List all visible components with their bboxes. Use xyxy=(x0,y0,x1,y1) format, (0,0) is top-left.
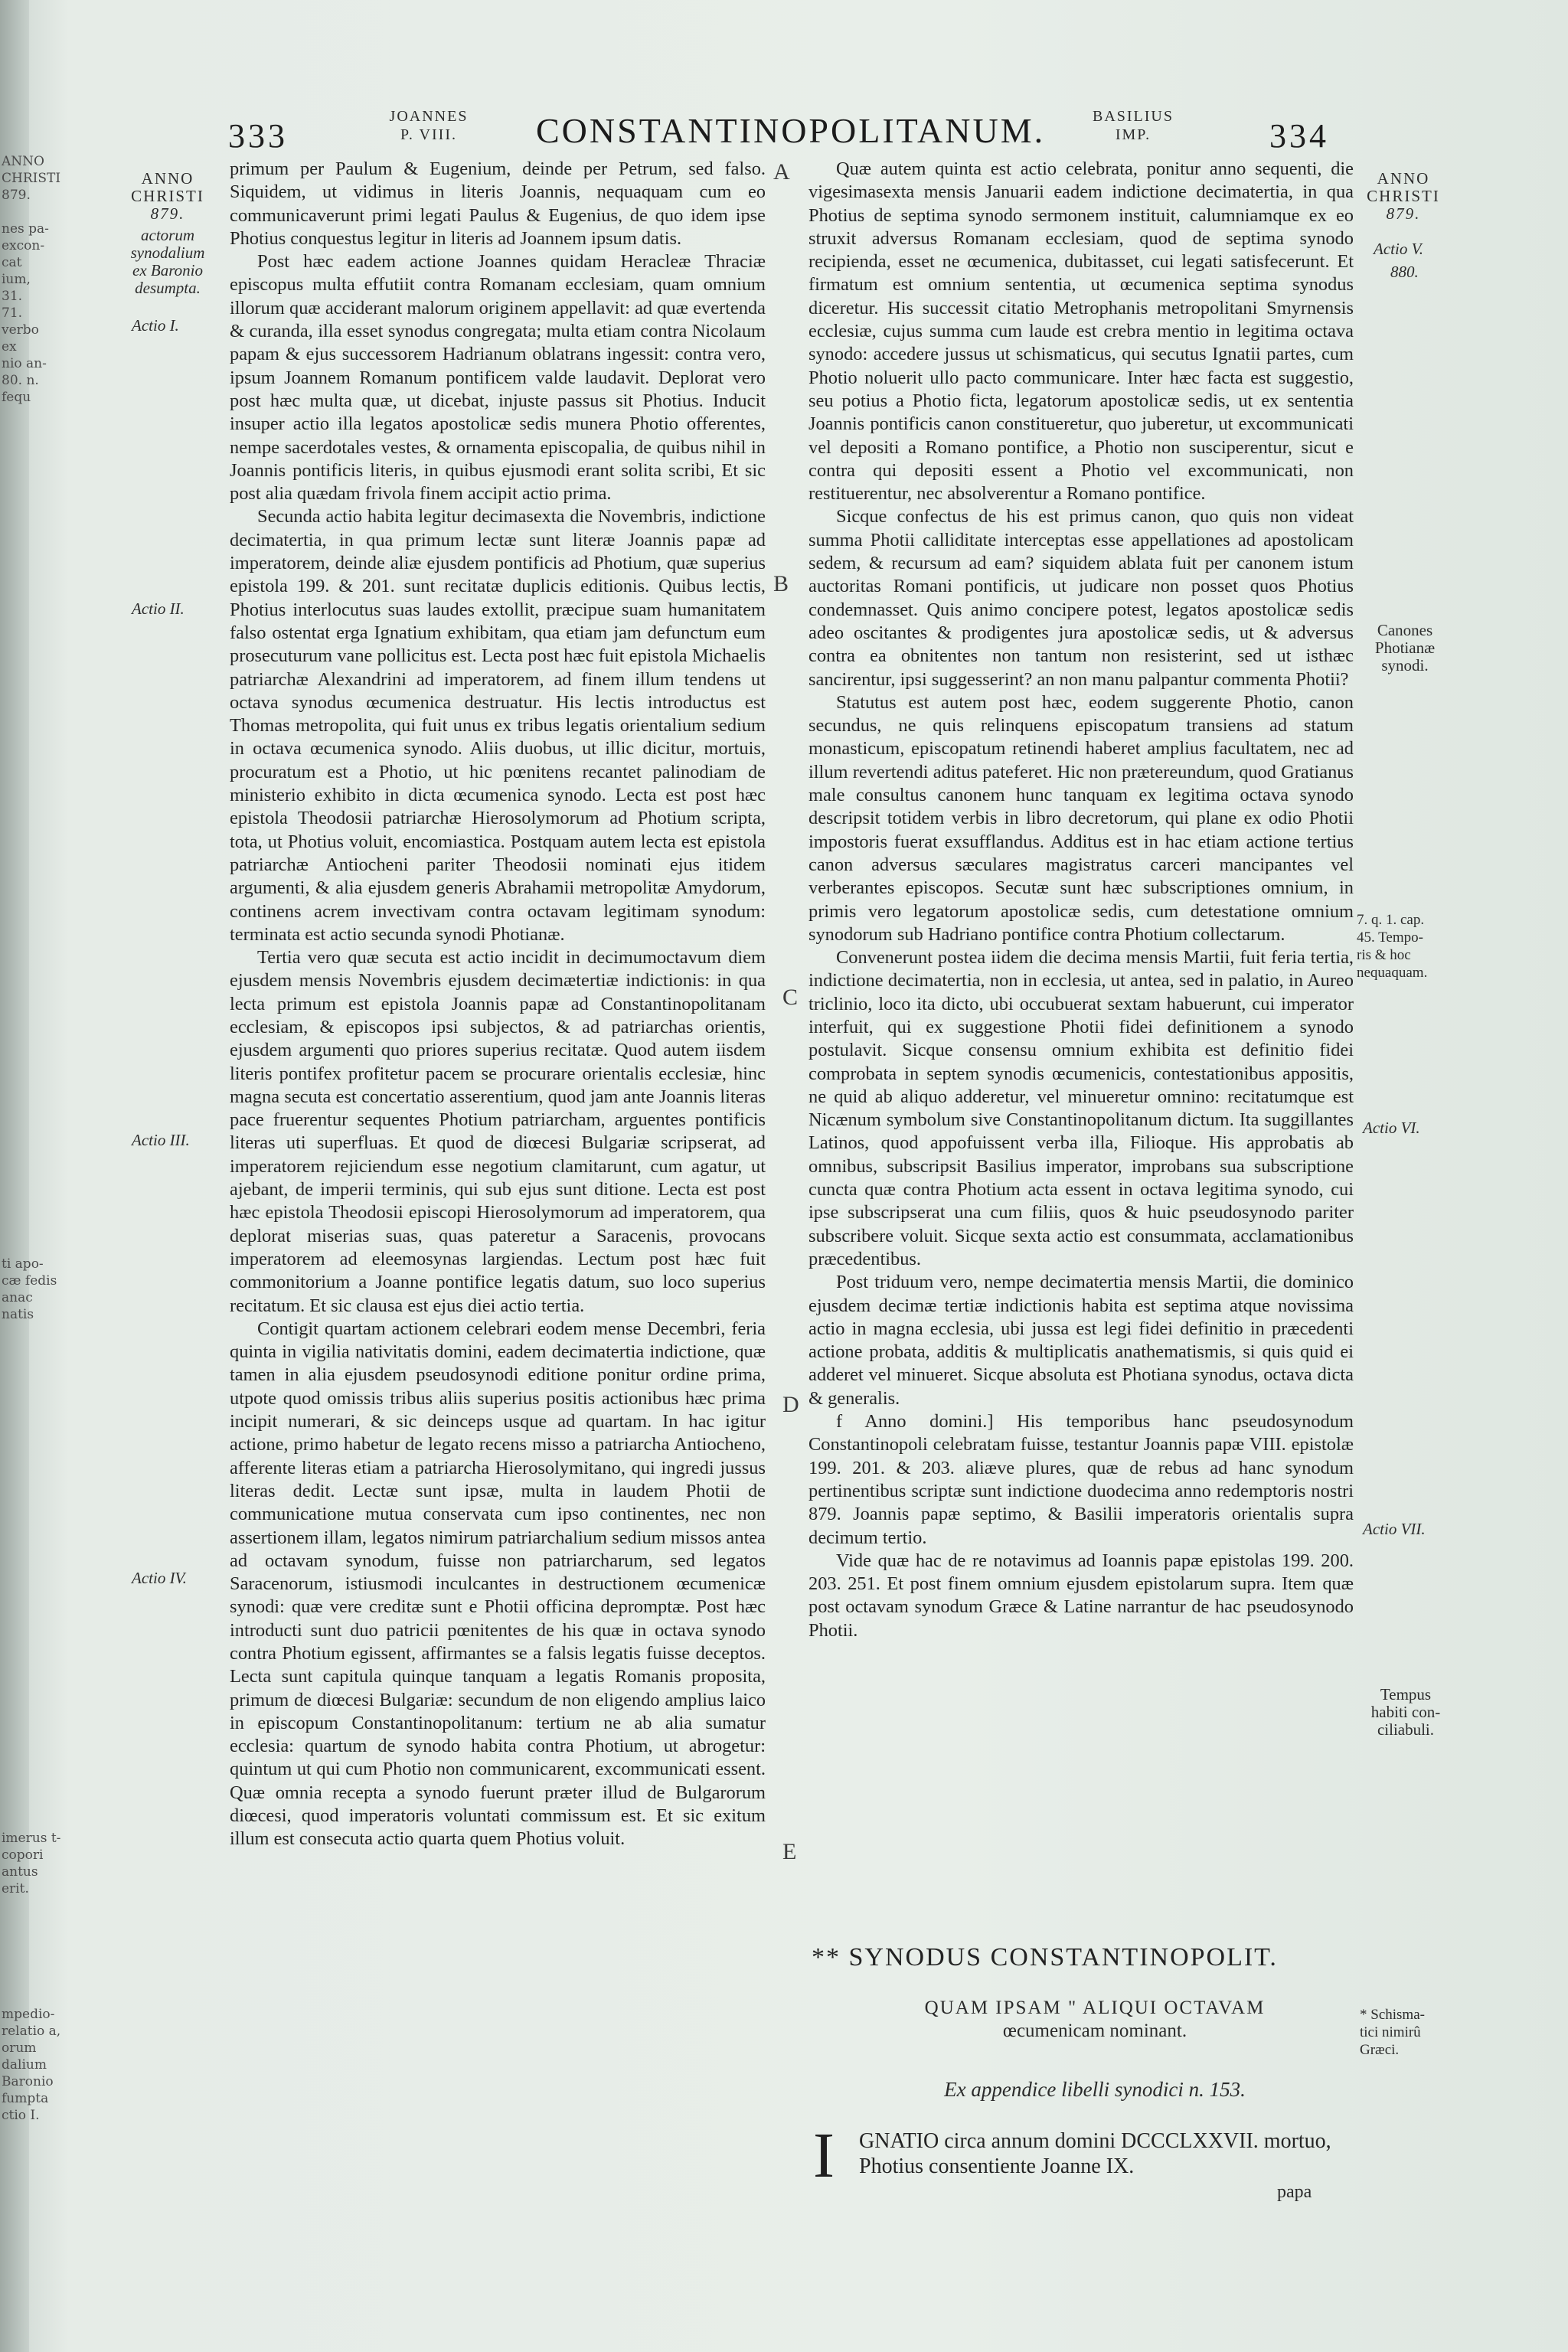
fragment-line: 879. xyxy=(2,188,31,203)
fragment-line: natis xyxy=(2,1307,34,1322)
subtitle-line: œcumenicam nominant. xyxy=(1002,2020,1187,2041)
year-label: 879. xyxy=(150,204,185,223)
previous-page-fragment xyxy=(2,2006,60,2124)
fragment-line: dalium xyxy=(2,2057,47,2073)
paragraph: Convenerunt postea iidem die decima mensis Martii, fuit feria tertia, indictione decimatertia, non in ecclesia, ut antea, sed in palatio, in Aureo triclinio, loco ita dicto, ubi occubuerat sextam habuerunt, cui imperator interfuit, qui ex suggestione Photii fidei definitionem a synodo postulavit. Sicque consensu omnium exhibita est definitio fidei comprobata in septem synodis œcumenicis, contestationibus appositis, ne quid ab aliquo adderetur, vel minueretur omnino: recitatumque est Nicænum symbolum sive Constantinopolitanum dictum. Ita suggillantes Latinos, quod appofuissent verba illa, Filioque. His approbatis ab omnibus, subscripsit Basilius imperator, improbans sua subscriptione cuncta quæ contra Photium acta essent in octava legitima synodo, cui ipse subscripserat una cum filiis, quos & huic pseudosynodo pariter subscribere voluit. Sicque sexta actio est consummata, acclamationibus præcedentibus. xyxy=(808,947,1354,1269)
schismatici-note xyxy=(1360,2006,1450,2059)
previous-page-fragment xyxy=(2,153,60,406)
fragment-line: erit. xyxy=(2,1881,29,1896)
note-line: ris & hoc xyxy=(1357,947,1411,963)
fragment-line: CHRISTI xyxy=(2,171,61,186)
fragment-line: ium, xyxy=(2,272,31,287)
emperor-name: BASILIUS xyxy=(1092,108,1174,125)
fragment-line: verbo xyxy=(2,322,39,338)
paragraph: primum per Paulum & Eugenium, deinde per Petrum, sed falso. Siquidem, ut vidimus in literis Joannis, nequaquam cum eo communicaverunt primi legati Paulus & Eugenius, de quo idem ipse Photius conquestus legitur in literis ad Joannem ipsum datis. xyxy=(230,158,766,249)
actio-1-label: Actio I. xyxy=(132,316,179,335)
note-line: Græci. xyxy=(1360,2042,1400,2058)
fragment-line: 31. xyxy=(2,289,23,304)
paragraph: Contigit quartam actionem celebrari eodem mense Decembri, feria quinta in vigilia nativitatis domini, eadem decimatertia indictione, quæ tamen in alia ejusdem pseudosynodi editione ponitur ordine prima, utpote quod omissis tribus aliis superius positis actionibus hæc prima incipit numerari, & sic deinceps usque ad quartam. In hac igitur actione, primo habetur de legato recens misso a patriarcha Antiocheno, afferente literas etiam a patriarcha Hierosolymitano, qui ingredi jussus literas dedit. Lectæ sunt ipsæ, multa in laudem Photii de communicatione mutua conservata cum ipso continentes, nec non assertionem illam, legatos nimirum patriarchalium sedium missos antea ad octavam synodum, fuisse non patriarcharum, sed legatos Saracenorum, istiusmodi inculcantes in destructionem œcumenicæ synodi: quæ vere creditæ sunt e Photii officina depromptæ. Post hæc introducti sunt duo patricii pœnitentes de his quæ in octava synodo contra Photium egissent, affirmantes se a falsis legatis fuisse deceptos. Lecta sunt capitula quinque tanquam a legatis Romanis proposita, primum de diœcesi Bulgariæ: secundum de non eligendo amplius laico in episcopum Constantinopolitanum: tertium ne ab alia sumatur ecclesia: quartum de synodo habita contra Photium, ut abrogetur: quintum ut qui cum Photio non communicarent, excommunicati essent. Quæ omnia recepta a synodo fuerunt præter illud de Bulgarorum diœcesi, quod imperatoris voluntati commissum est. Et sic exitum illum est consecuta actio quarta quem Photius voluit. xyxy=(230,1318,766,1850)
pope-name: JOANNES xyxy=(389,108,469,125)
synod-subtitle xyxy=(835,1997,1355,2043)
actio-4-label: Actio IV. xyxy=(132,1569,187,1587)
canones-note xyxy=(1363,622,1447,675)
page-header xyxy=(0,107,1568,153)
previous-page-fragment xyxy=(2,1830,60,1897)
year-880-label: 880. xyxy=(1390,263,1419,281)
note-line: 7. q. 1. cap. xyxy=(1357,912,1425,928)
section-letter-e: E xyxy=(782,1839,797,1864)
page-title: CONSTANTINOPOLITANUM. xyxy=(536,111,1046,150)
actio-7-label: Actio VII. xyxy=(1363,1520,1426,1538)
actio-5-label: Actio V. xyxy=(1374,240,1423,258)
synod-opening-text: GNATIO circa annum domini DCCCLXXVII. mortuo, Photius consentiente Joanne IX. xyxy=(859,2129,1331,2178)
note-line: 45. Tempo- xyxy=(1357,929,1423,946)
source-note-line: synodalium xyxy=(130,243,205,262)
anno-label: ANNO xyxy=(141,169,194,188)
paragraph: Secunda actio habita legitur decimasexta die Novembris, indictione decimatertia, in qua primum lectæ sunt literæ Joannis papæ ad imperatorem, deinde aliæ ejusdem pontificis ad Photium, quæ superius epistola 199. & 201. sunt recitatæ duplicis editionis. Quibus lectis, Photius interlocutus suas laudes extollit, præcipue suam humanitatem falso ostentat erga Ignatium exhibitam, qua etiam jam defunctum eum prosecuturum vane pollicitus est. Lecta post hæc fuit epistola Michaelis patriarchæ Alexandrini ad imperatorem, ad finem illum tendens ut octava synodus œcumenica destruatur. His lectis introductus est Thomas metropolita, qui fuit unus ex tribus legatis orientalium sedium in octava œcumenica synodo. Aliis duobus, ut illic dicitur, mortuis, procuratum est a Photio, ut hic pœnitens recantet palinodiam de ministerio exhibito in dicta œcumenica synodo. Lecta est post hæc epistola Theodosii patriarchæ Hierosolymorum ad Photium scripta, tota, ut Photius voluit, encomiastica. Postquam autem lecta est epistola patriarchæ Antiocheni pariter Theodosii nominati ejus itidem argumenti, & alia ejusdem generis Abrahamii metropolitæ Amydorum, continens acrem invectivam contra octavam legitimam synodum: terminata est actio secunda synodi Photianæ. xyxy=(230,506,766,945)
paragraph: Vide quæ hac de re notavimus ad Ioannis papæ epistolas 199. 200. 203. 251. Et post finem omnium ejusdem epistolarum supra. Item quæ post octavam synodum Græce & Latine narrantur de hac pseudosynodo Photii. xyxy=(808,1550,1354,1641)
year-label: 879. xyxy=(1386,204,1421,223)
page-number-left: 333 xyxy=(228,117,288,155)
fragment-line: anac xyxy=(2,1290,33,1305)
drop-cap-initial: I xyxy=(813,2120,835,2191)
section-letter-b: B xyxy=(773,571,789,596)
anno-label: ANNO xyxy=(1377,169,1430,188)
fragment-line: 80. n. xyxy=(2,373,39,388)
section-letter-a: A xyxy=(773,159,790,185)
note-line: synodi. xyxy=(1381,656,1429,675)
fragment-line: excon- xyxy=(2,238,45,253)
fragment-line: imerus t- xyxy=(2,1831,61,1846)
synod-source: Ex appendice libelli synodici n. 153. xyxy=(944,2078,1246,2101)
fragment-line: relatio a, xyxy=(2,2024,61,2039)
section-letter-c: C xyxy=(782,985,799,1010)
fragment-line: fumpta xyxy=(2,2091,49,2106)
paragraph: f Anno domini.] His temporibus hanc pseudosynodum Constantinopoli celebratam fuisse, testantur Joannis papæ VIII. epistolæ 199. 201. & 203. aliæve plures, quæ de rebus ad hanc synodum pertinentibus scriptæ sunt indictione duodecima anno redemptoris nostri 879. Joannis papæ septimo, & Basilii imperatoris orientalis supra decimum tertio. xyxy=(808,1411,1354,1548)
christi-label: CHRISTI xyxy=(1367,187,1440,205)
paragraph: Statutus est autem post hæc, eodem suggerente Photio, canon secundus, ne quis relinquens episcopatum transiens ad statum monasticum, episcopatum retinendi haberet amplius facultatem, nec ad illum revertendi aditus pateferet. Hic non prætereundum, quod Gratianus male consultus canonem hunc tanquam ex legitima octava synodo descripsit totidem verbis in libro decretorum, qui plane ex odio Photii impostoris fuerat exsufflandus. Additus est in hac etiam actione tertius canon adversus sæculares magistratus carceri mancipantes vel verberantes episcopos. Secutæ sunt hæc subscriptiones omnium, in primis vero legatorum apostolicæ sedis, cum detestatione omnium synodorum sub Hadriano pontifice contra Photium collectarum. xyxy=(808,691,1354,945)
christi-label: CHRISTI xyxy=(131,187,204,205)
subtitle-line: QUAM IPSAM " ALIQUI OCTAVAM xyxy=(924,1998,1266,2018)
note-line: Tempus xyxy=(1380,1685,1432,1704)
gratian-reference-note xyxy=(1357,911,1449,982)
fragment-line: copori xyxy=(2,1847,44,1863)
emperor-running-head xyxy=(1080,107,1187,144)
section-letter-d: D xyxy=(782,1392,799,1417)
fragment-line: nio an- xyxy=(2,356,47,371)
fragment-line: cæ fedis xyxy=(2,1273,57,1289)
left-year-note xyxy=(122,170,213,223)
paragraph: Quæ autem quinta est actio celebrata, ponitur anno sequenti, die vigesimasexta mensis Januarii eadem indictione decimatertia, in qua Photius de septima synodo sermonem instituit, calumniamque ex eo struxit adversus Romanam ecclesiam, quod de septima synodo recipienda, esset ne œcumenica, dubitasset, cui legati satisfecerunt. Et firmatum est omnium sententia, ut œcumenica septima synodus diceretur. His successit citatio Metrophanis metropolitani Smyrnensis ecclesiæ, cujus summa cum laude est crebra mentio in legitima octava synodo: accedere jussus ut schismaticus, qui secutus Ignatii partes, cum Photio noluerit ullo pacto communicare. Inter hæc facta est suggestio, seu potius a Photio ficta, legatorum apostolicæ sedis, ut ex sententia Joannis pontificis canon constitueretur, quo juberetur, ut excommunicati vel depositi a Romano pontifice, a Photio non susciperentur, sicut e contra qui depositi essent a Photio vel excommunicati, non restituerentur, nec absolverentur a Romano pontifice. xyxy=(808,158,1354,505)
fragment-line: ex xyxy=(2,339,17,354)
fragment-line: 71. xyxy=(2,305,23,321)
paragraph: Post hæc eadem actione Joannes quidam Heracleæ Thraciæ episcopus multa effutiit contra Romanam ecclesiam, quam omnium illorum quæ acciderant malorum originem appellavit: ad quæ evertenda & curanda, illa esset synodus congregata; multa etiam contra Nicolaum papam & ejus successorem Hadrianum oblatrans ingessit: contra vero, ipsum Joannem Romanum pontificem valde laudavit. Deplorat vero post hæc multa quæ, ut dicebat, injuste passus sit Photius. Inducit insuper actio illa legatos apostolicæ sedis munera Photio offerentes, nempe sacerdotales vestes, & ornamenta episcopalia, de quibus nihil in Joannis pontificis literis, in quibus ejusmodi erant solita scribi, Et sic post alia quædam frivola finem accipit actio prima. xyxy=(230,251,766,505)
pope-number: P. VIII. xyxy=(400,126,457,143)
right-year-note xyxy=(1358,170,1449,223)
fragment-line: orum xyxy=(2,2040,37,2056)
note-line: habiti con- xyxy=(1370,1703,1441,1721)
pope-running-head xyxy=(375,107,482,144)
tempus-note xyxy=(1363,1686,1449,1739)
note-line: Photianæ xyxy=(1374,639,1436,657)
synod-heading: ** SYNODUS CONSTANTINOPOLIT. xyxy=(812,1943,1278,1971)
note-line: * Schisma- xyxy=(1360,2007,1425,2023)
actio-6-label: Actio VI. xyxy=(1363,1119,1420,1137)
fragment-line: ctio I. xyxy=(2,2108,40,2123)
fragment-line: ANNO xyxy=(2,154,44,169)
left-source-note xyxy=(122,227,213,297)
right-text-column xyxy=(808,158,1354,1642)
note-line: ciliabuli. xyxy=(1377,1720,1435,1739)
note-line: Canones xyxy=(1377,621,1433,639)
paragraph: Sicque confectus de his est primus canon, quo quis non videat summa Photii calliditate interceptas esse appellationes ad apostolicam sedem, & recursum ad eam? siquidem ablata fuit per canonem istum auctoritas Romani pontificis, ut judicare non posset quos Photius condemnasset. Quis animo concipere potest, legatos apostolicæ sedis adeo oscitantes & prodigentes jura apostolicæ sedis, ut & adversus contra ea obnitentes non tantum non resisterint, sed ut isthæc sancirentur, ipsi suggesserint? an non manu palpantur commenta Photii? xyxy=(808,506,1354,690)
fragment-line: mpedio- xyxy=(2,2007,55,2022)
fragment-line: antus xyxy=(2,1864,38,1880)
emperor-title: IMP. xyxy=(1115,126,1152,143)
fragment-line: Baronio xyxy=(2,2074,54,2089)
catchword: papa xyxy=(1277,2182,1312,2202)
actio-3-label: Actio III. xyxy=(132,1131,190,1149)
page-number-right: 334 xyxy=(1269,117,1329,155)
paragraph: Tertia vero quæ secuta est actio incidit in decimumoctavum diem ejusdem mensis Novembris ejusdem decimætertiæ indictionis: in qua lecta primum est epistola Joannis papæ ad Constantinopolitanam ecclesiam, & episcopos ipsi subjectos, & ad patriarchas orientis, ejusdem argumenti quo priores superius recitatæ. Quod autem iisdem literis pontifex profitetur pacem se procurare orientalis ecclesiæ, hinc magna secuta est concertatio asserentium, quod jam ante Joannis literas pace fruerentur sequentes Photium patriarcham, arguentes pontificis literas uti superfluas. Et quod de diœcesi Bulgariæ scripserat, ad imperatorem rejiciendum esse negotium clamitarunt, cum agatur, ut ajebant, de imperii terminis, qui sub ejus sunt ditione. Lecta est post hæc epistola Theodosii episcopi Hierosolymorum ad imperatorem, qua deplorat miserias suas, quas pateretur a Saracenis, provocans imperatorem ad eleemosynas largiendas. Lectum post hæc fuit commonitorium a Joanne pontifice legatis datum, suo loco superius recitatum. Et sic clausa est ejus diei actio tertia. xyxy=(230,947,766,1316)
source-note-line: ex Baronio xyxy=(132,261,203,279)
note-line: tici nimirû xyxy=(1360,2024,1421,2040)
actio-2-label: Actio II. xyxy=(132,599,185,618)
left-text-column xyxy=(230,158,766,1851)
fragment-line: cat xyxy=(2,255,22,270)
source-note-line: actorum xyxy=(141,226,194,244)
fragment-line: fequ xyxy=(2,390,31,405)
note-line: nequaquam. xyxy=(1357,965,1428,981)
previous-page-fragment xyxy=(2,1256,57,1323)
source-note-line: desumpta. xyxy=(135,279,201,297)
paragraph: Post triduum vero, nempe decimatertia mensis Martii, die dominico ejusdem decimæ tertiæ indictionis habita est septima atque novissima actio in magna ecclesia, ubi jussa est legi fidei definitio in præcedenti actione probata, additis & multiplicatis anathematismis, si quis quid ei adderet vel minueret. Sicque absoluta est Photiana synodus, octava dicta & generalis. xyxy=(808,1272,1354,1409)
fragment-line xyxy=(2,204,60,220)
fragment-line: ti apo- xyxy=(2,1256,44,1272)
fragment-line: nes pa- xyxy=(2,221,49,237)
